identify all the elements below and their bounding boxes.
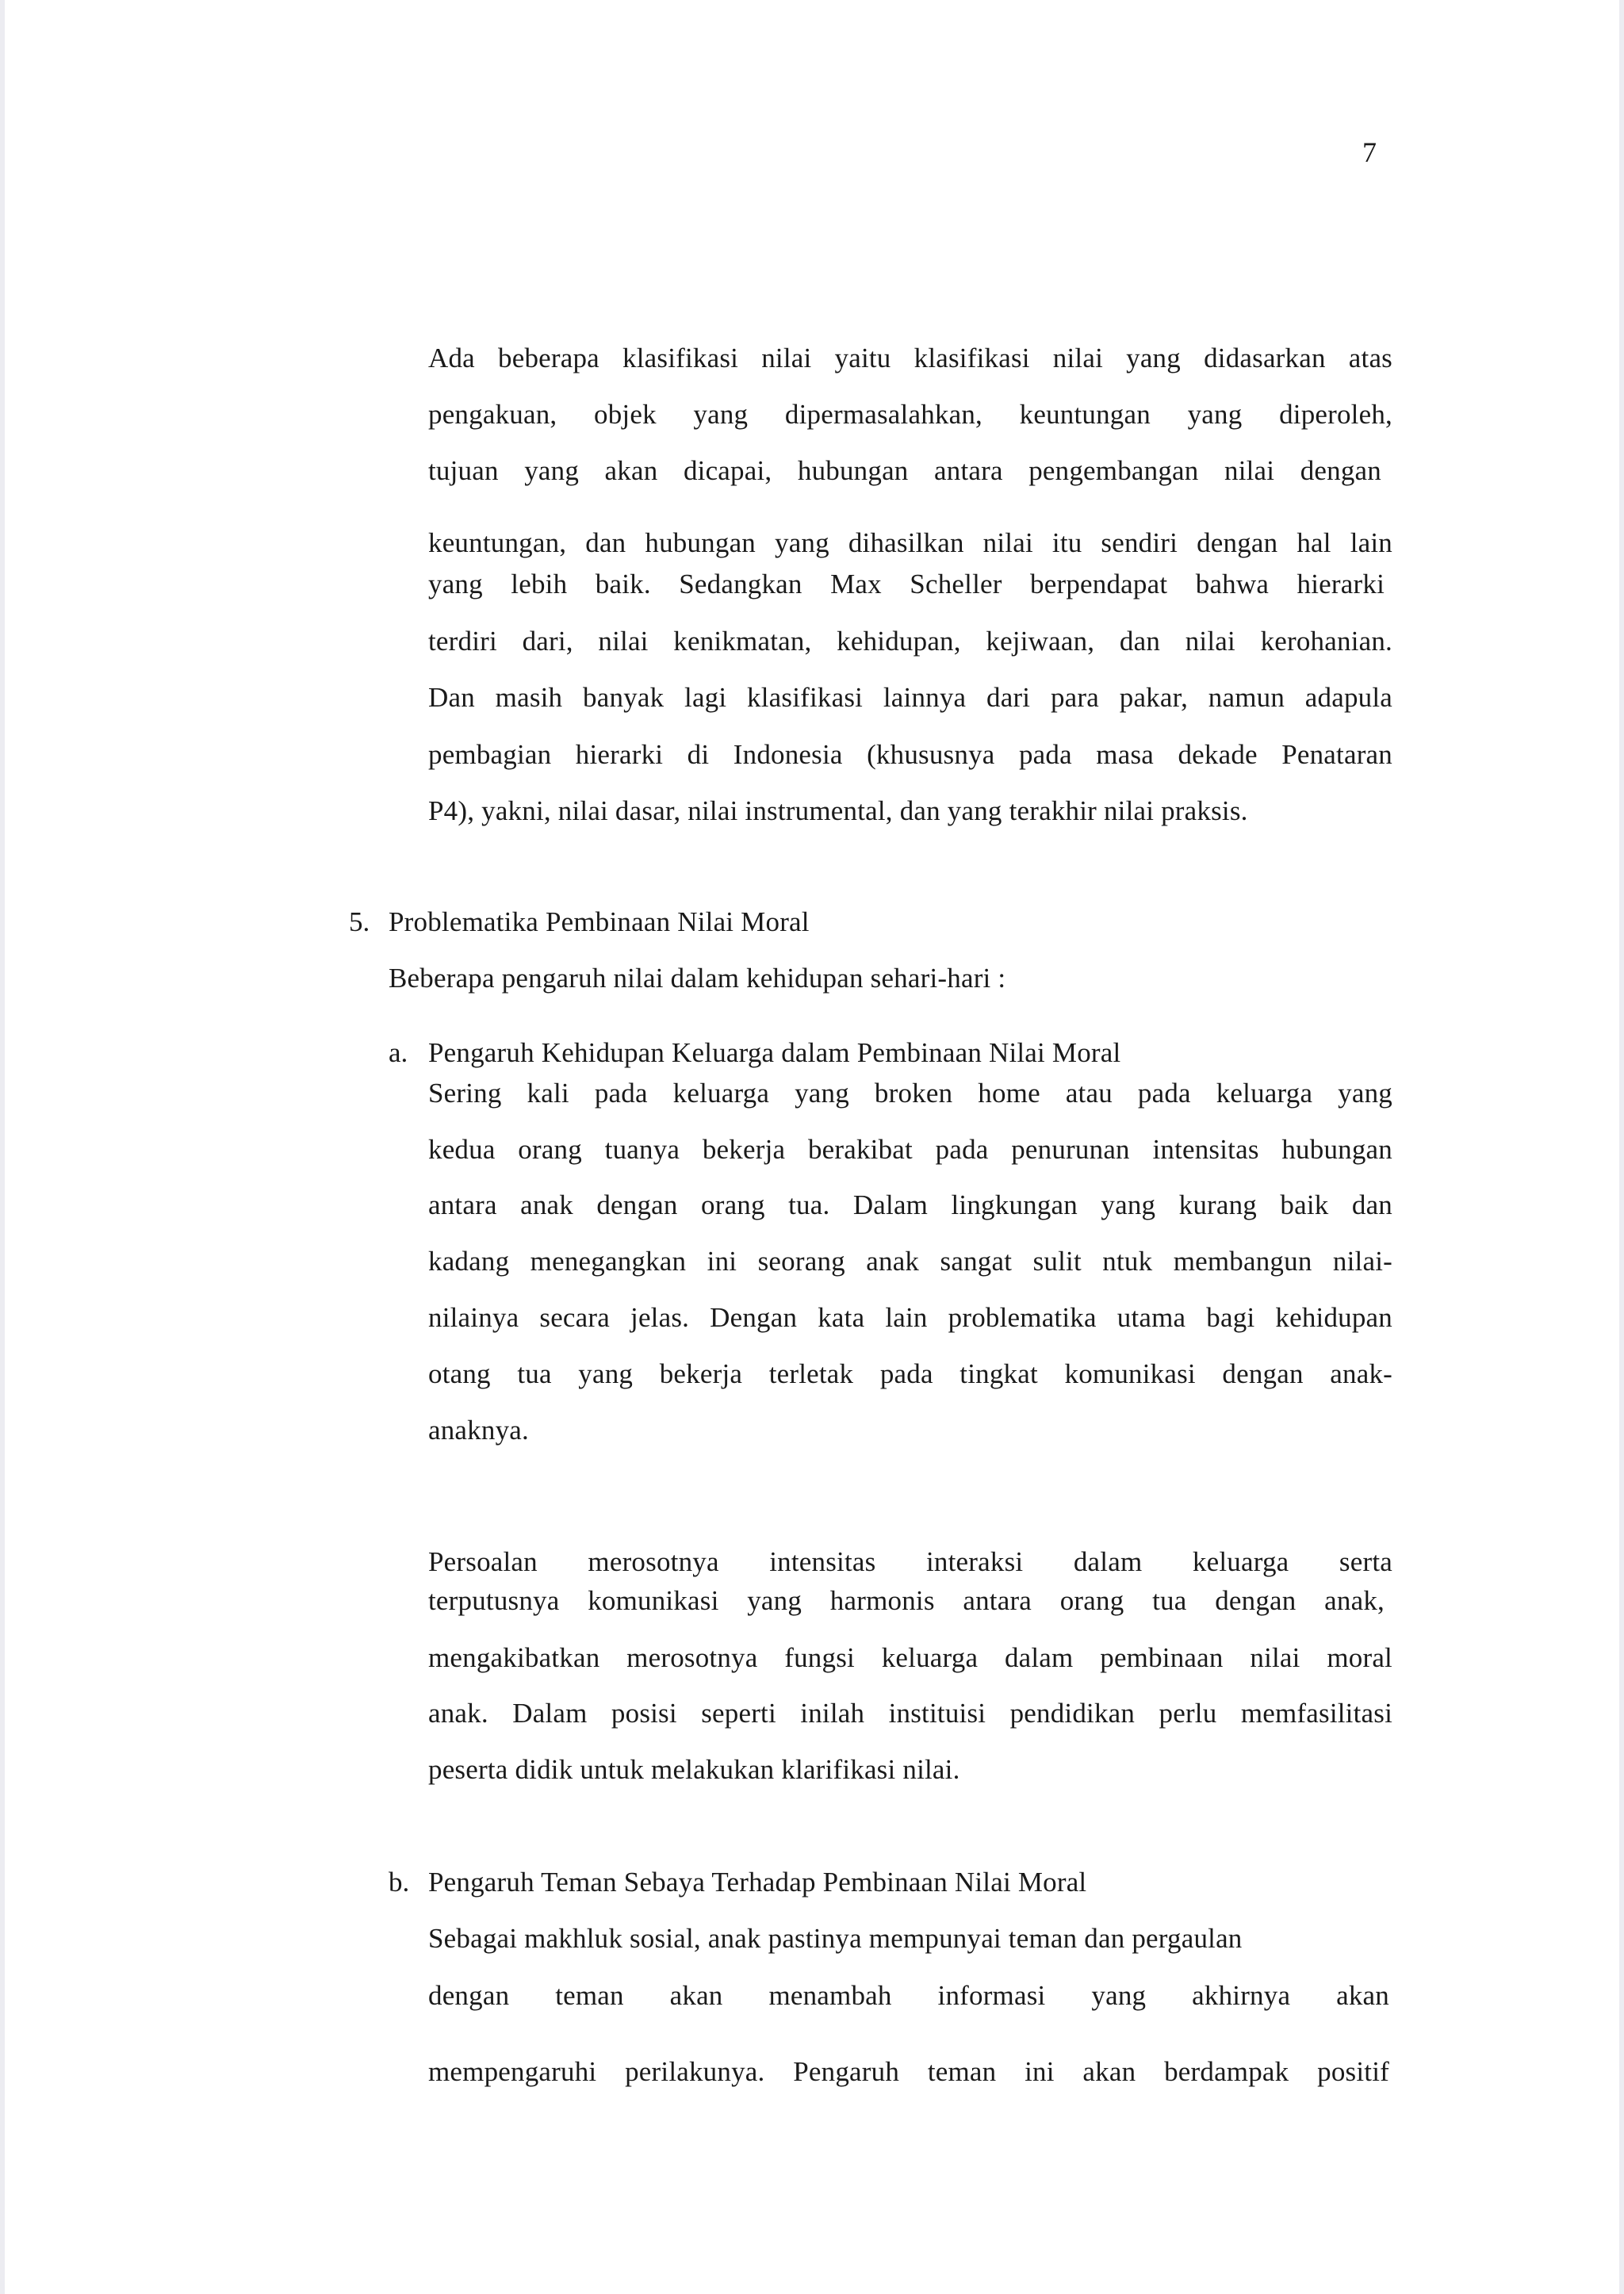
sub-a-para1-line: nilainya secara jelas. Dengan kata lain problematika utama bagi kehidupan: [428, 1302, 1392, 1333]
page-number: 7: [1362, 136, 1377, 168]
sub-b-heading: Pengaruh Teman Sebaya Terhadap Pembinaan Nilai Moral: [428, 1867, 1087, 1898]
sub-a-para2-line: mengakibatkan merosotnya fungsi keluarga dalam pembinaan nilai moral: [428, 1642, 1392, 1673]
sub-a-para2-line: terputusnya komunikasi yang harmonis antara orang tua dengan anak,: [428, 1585, 1385, 1616]
sub-a-para2-line: peserta didik untuk melakukan klarifikasi nilai.: [428, 1754, 960, 1785]
intro-line: pengakuan, objek yang dipermasalahkan, keuntungan yang diperoleh,: [428, 399, 1392, 430]
sub-a-para2-line: anak. Dalam posisi seperti inilah instituisi pendidikan perlu memfasilitasi: [428, 1698, 1392, 1729]
sub-a-para1-line: Sering kali pada keluarga yang broken home atau pada keluarga yang: [428, 1078, 1392, 1109]
intro-line: terdiri dari, nilai kenikmatan, kehidupan, kejiwaan, dan nilai kerohanian.: [428, 626, 1392, 657]
intro-line: tujuan yang akan dicapai, hubungan antara pengembangan nilai dengan: [428, 455, 1381, 486]
intro-line: keuntungan, dan hubungan yang dihasilkan nilai itu sendiri dengan hal lain: [428, 527, 1392, 558]
page-edge-right: [1619, 0, 1624, 2294]
intro-line: pembagian hierarki di Indonesia (khususnya pada masa dekade Penataran: [428, 739, 1392, 770]
sub-a-para1-line: otang tua yang bekerja terletak pada tingkat komunikasi dengan anak-: [428, 1358, 1392, 1389]
sub-a-para1-line: kedua orang tuanya bekerja berakibat pada penurunan intensitas hubungan: [428, 1134, 1392, 1165]
section-5-heading: Problematika Pembinaan Nilai Moral: [389, 906, 810, 937]
sub-a-marker: a.: [389, 1037, 408, 1068]
section-5-intro: Beberapa pengaruh nilai dalam kehidupan sehari-hari :: [389, 963, 1006, 994]
sub-a-para1-line: kadang menegangkan ini seorang anak sangat sulit ntuk membangun nilai-: [428, 1246, 1392, 1277]
page-edge-left: [0, 0, 5, 2294]
sub-a-para1-line: anaknya.: [428, 1415, 529, 1446]
intro-line: Dan masih banyak lagi klasifikasi lainnya dari para pakar, namun adapula: [428, 682, 1392, 713]
sub-b-para1-line: mempengaruhi perilakunya. Pengaruh teman ini akan berdampak positif: [428, 2056, 1389, 2087]
intro-line: P4), yakni, nilai dasar, nilai instrumental, dan yang terakhir nilai praksis.: [428, 795, 1248, 826]
sub-a-para2-line: Persoalan merosotnya intensitas interaksi dalam keluarga serta: [428, 1546, 1392, 1577]
intro-line: Ada beberapa klasifikasi nilai yaitu klasifikasi nilai yang didasarkan atas: [428, 343, 1392, 373]
intro-line: yang lebih baik. Sedangkan Max Scheller berpendapat bahwa hierarki: [428, 569, 1385, 599]
section-5-number: 5.: [349, 906, 370, 937]
sub-b-marker: b.: [389, 1867, 410, 1898]
sub-b-para1-line: Sebagai makhluk sosial, anak pastinya mempunyai teman dan pergaulan: [428, 1923, 1243, 1954]
sub-a-heading: Pengaruh Kehidupan Keluarga dalam Pembinaan Nilai Moral: [428, 1037, 1121, 1068]
sub-a-para1-line: antara anak dengan orang tua. Dalam lingkungan yang kurang baik dan: [428, 1189, 1392, 1220]
sub-b-para1-line: dengan teman akan menambah informasi yang akhirnya akan: [428, 1980, 1389, 2011]
